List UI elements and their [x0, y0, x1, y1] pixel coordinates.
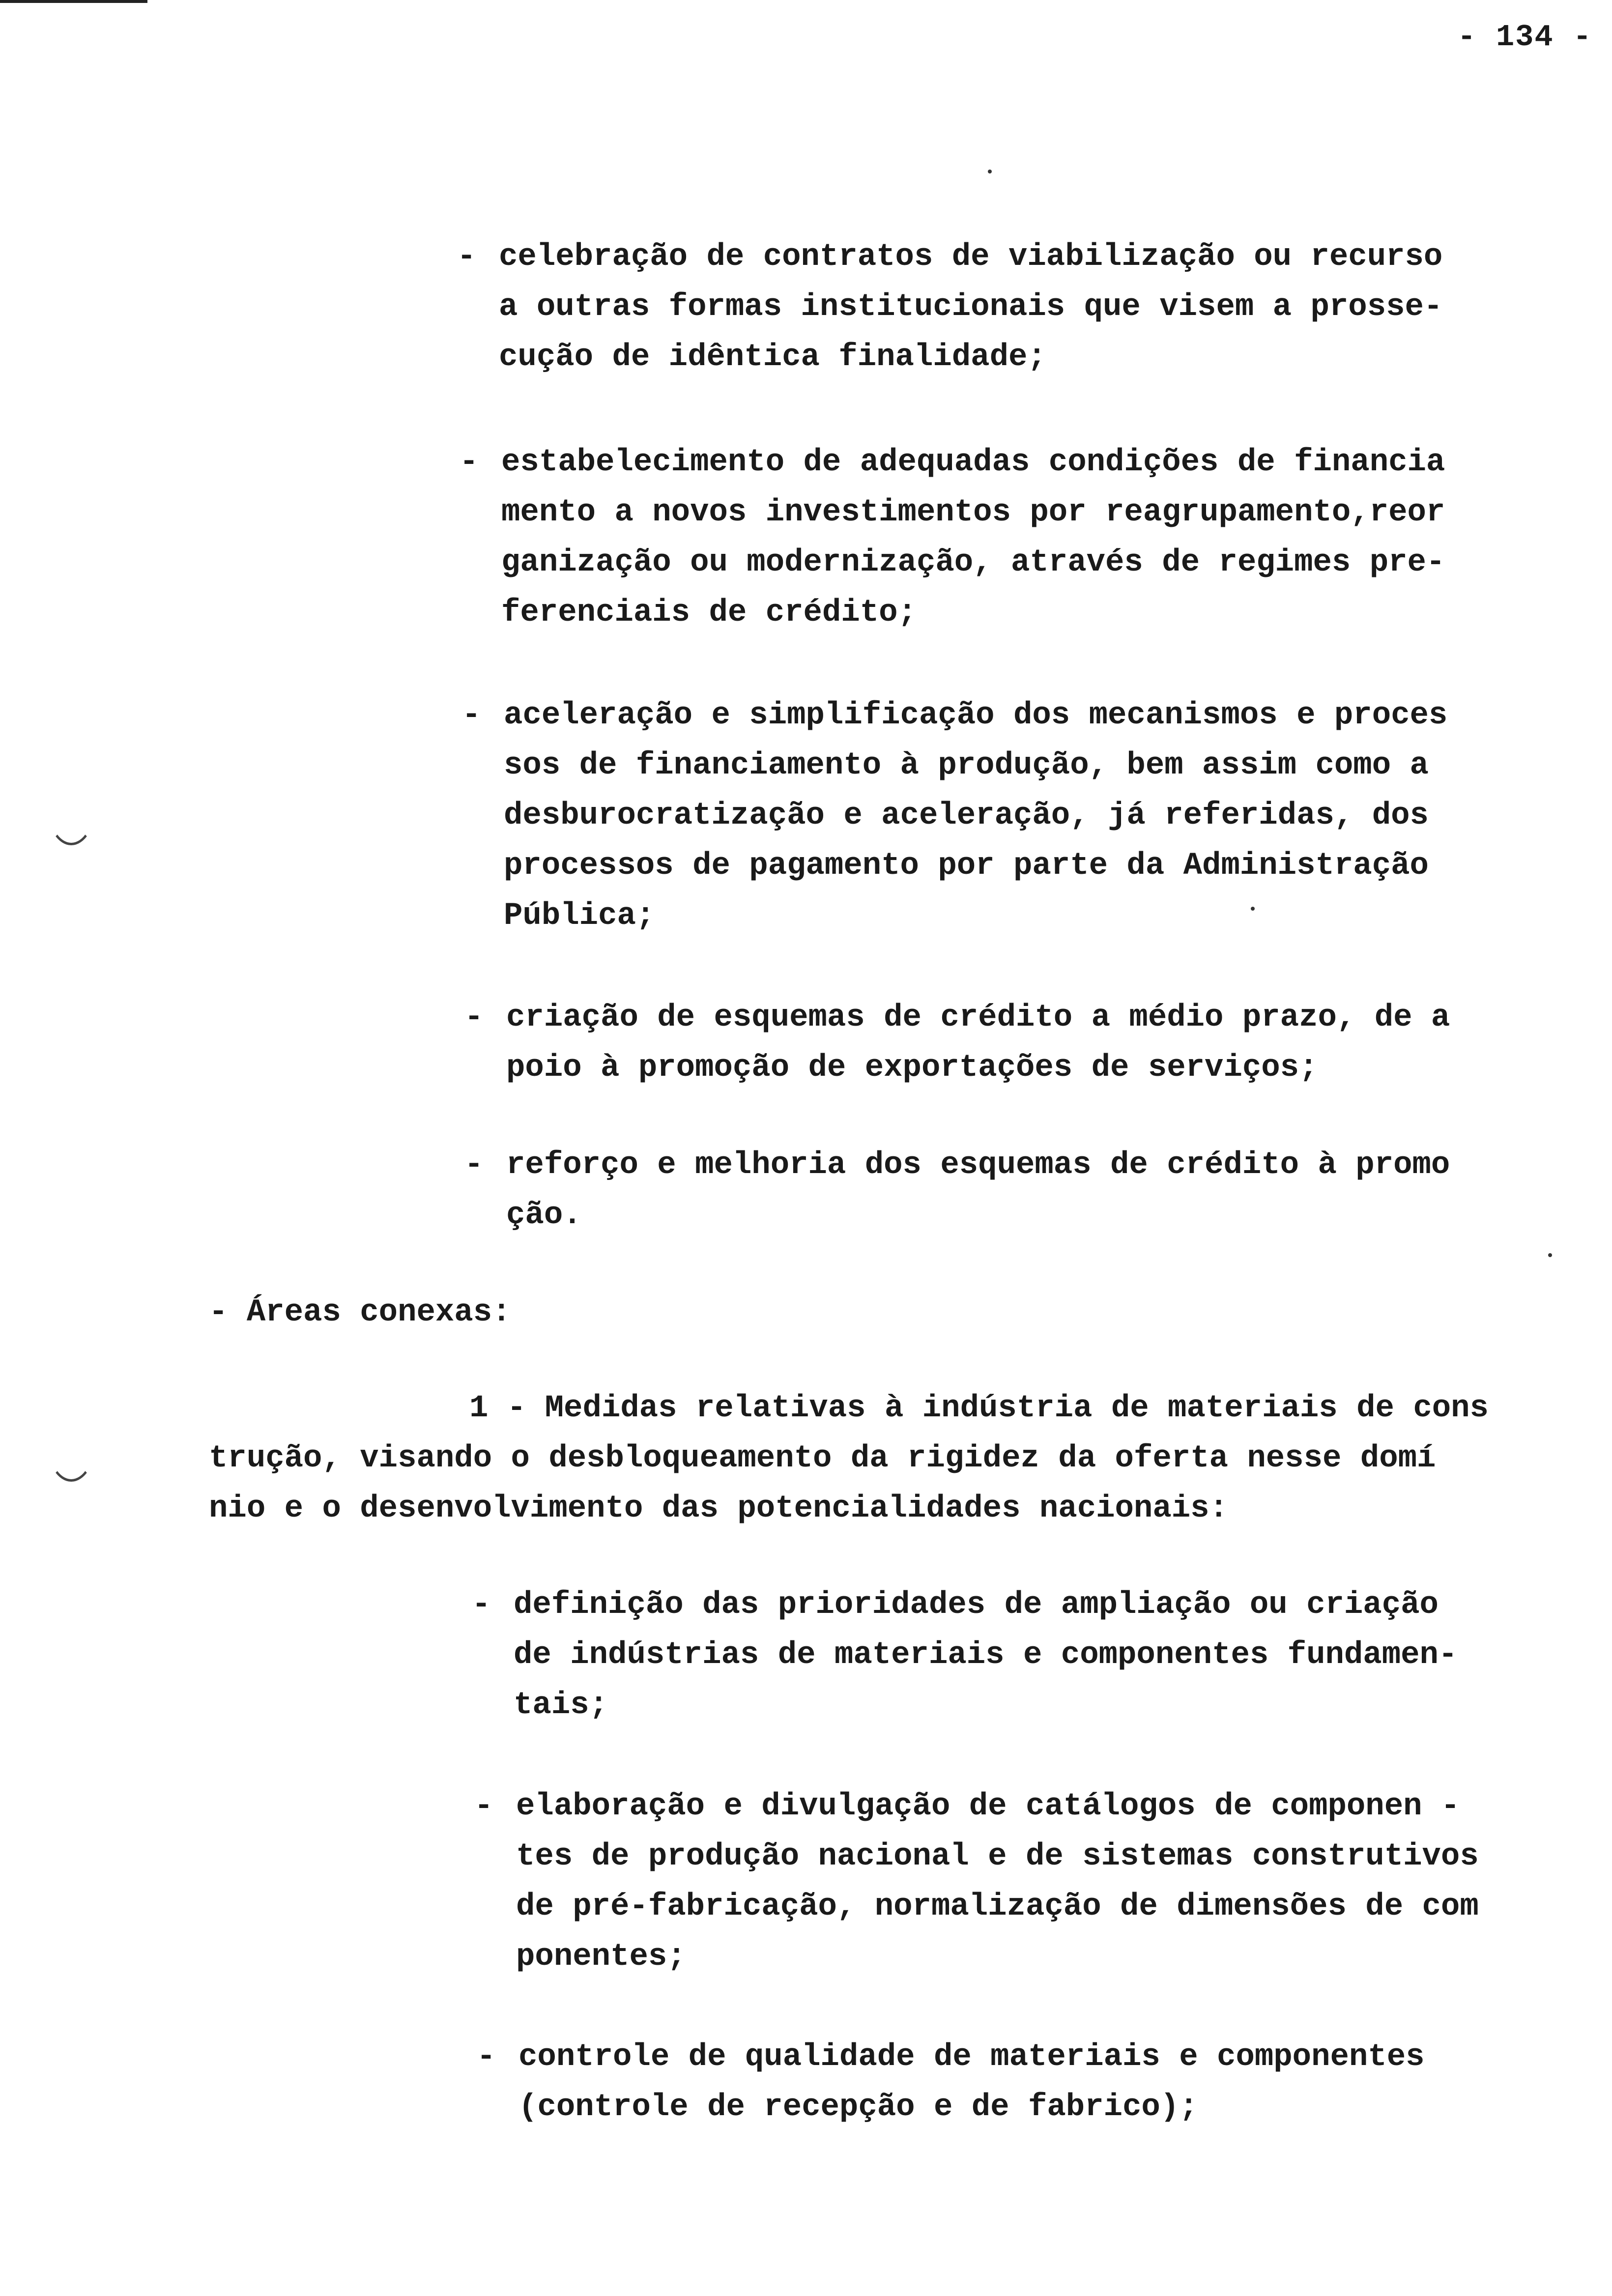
list-a-item-2-line-2: desburocratização e aceleração, já referidas, dos — [504, 798, 1429, 833]
list-a-item-4-line-0: reforço e melhoria dos esquemas de crédito à promo — [506, 1148, 1450, 1183]
top-rule — [0, 0, 147, 3]
list-a-item-3 — [506, 993, 1450, 1093]
list-b-item-0-line-0: definição das prioridades de ampliação ou criação — [514, 1587, 1439, 1623]
list-b-item-0 — [514, 1580, 1457, 1730]
binder-hole-mark-lower — [47, 1403, 96, 1482]
areas-heading: - Áreas conexas: — [209, 1295, 511, 1330]
list-a-item-0-line-2: cução de idêntica finalidade; — [499, 340, 1046, 375]
paragraph-line-1: nio e o desenvolvimento das potencialidades nacionais: — [209, 1491, 1228, 1526]
list-b-item-1-line-2: de pré-fabricação, normalização de dimensões de com — [516, 1889, 1479, 1924]
scan-speck — [988, 170, 992, 173]
list-a-item-3-line-1: poio à promoção de exportações de serviços; — [506, 1050, 1318, 1086]
list-a-item-1-line-2: ganização ou modernização, através de regimes pre- — [501, 545, 1445, 580]
list-b-item-0-dash: - — [472, 1587, 491, 1623]
binder-hole-mark-upper — [47, 767, 96, 845]
list-a-item-4-line-1: ção. — [506, 1198, 582, 1233]
list-a-item-2-line-4: Pública; — [504, 898, 655, 934]
list-b-item-1-line-1: tes de produção nacional e de sistemas construtivos — [516, 1839, 1479, 1874]
list-a-item-0-line-1: a outras formas institucionais que visem a prosse- — [499, 289, 1443, 325]
list-b-item-1-line-3: ponentes; — [516, 1939, 686, 1975]
list-a-item-0-line-0: celebração de contratos de viabilização ou recurso — [499, 239, 1443, 275]
list-a-item-3-line-0: criação de esquemas de crédito a médio prazo, de a — [506, 1000, 1450, 1035]
list-b-item-1 — [516, 1781, 1479, 1982]
list-a-item-2-line-3: processos de pagamento por parte da Administração — [504, 848, 1429, 884]
paragraph-first-line: 1 - Medidas relativas à indústria de materiais de cons — [469, 1391, 1489, 1426]
list-b-item-2-line-0: controle de qualidade de materiais e componentes — [518, 2039, 1425, 2075]
list-b-item-0-line-1: de indústrias de materiais e componentes fundamen- — [514, 1637, 1458, 1673]
list-a-item-3-dash: - — [464, 1000, 484, 1035]
scan-speck — [1251, 907, 1255, 911]
list-a-item-0-dash: - — [457, 239, 476, 275]
list-a-item-1-line-1: mento a novos investimentos por reagrupamento,reor — [501, 495, 1445, 530]
list-a-item-2-line-0: aceleração e simplificação dos mecanismos e proces — [504, 698, 1448, 733]
list-a-item-2 — [504, 690, 1447, 941]
list-b-item-2-line-1: (controle de recepção e de fabrico); — [518, 2090, 1198, 2125]
list-b-item-1-line-0: elaboração e divulgação de catálogos de componen - — [516, 1789, 1460, 1824]
paragraph-line-0: trução, visando o desbloqueamento da rigidez da oferta nesse domí — [209, 1441, 1436, 1476]
scan-speck — [1548, 1253, 1552, 1257]
paragraph-body — [209, 1434, 1436, 1534]
list-b-item-2 — [518, 2032, 1425, 2132]
list-a-item-4-dash: - — [464, 1148, 484, 1183]
list-a-item-2-dash: - — [462, 698, 481, 733]
page-number: - 134 - — [1457, 20, 1592, 55]
list-b-item-2-dash: - — [477, 2039, 496, 2075]
list-a-item-1 — [501, 437, 1445, 638]
list-b-item-0-line-2: tais; — [514, 1688, 608, 1723]
list-a-item-0 — [499, 232, 1442, 382]
list-a-item-1-line-3: ferenciais de crédito; — [501, 595, 917, 631]
list-a-item-1-dash: - — [460, 445, 479, 480]
list-a-item-4 — [506, 1140, 1450, 1240]
list-a-item-1-line-0: estabelecimento de adequadas condições de financia — [501, 445, 1445, 480]
list-b-item-1-dash: - — [474, 1789, 493, 1824]
list-a-item-2-line-1: sos de financiamento à produção, bem assim como a — [504, 748, 1429, 783]
